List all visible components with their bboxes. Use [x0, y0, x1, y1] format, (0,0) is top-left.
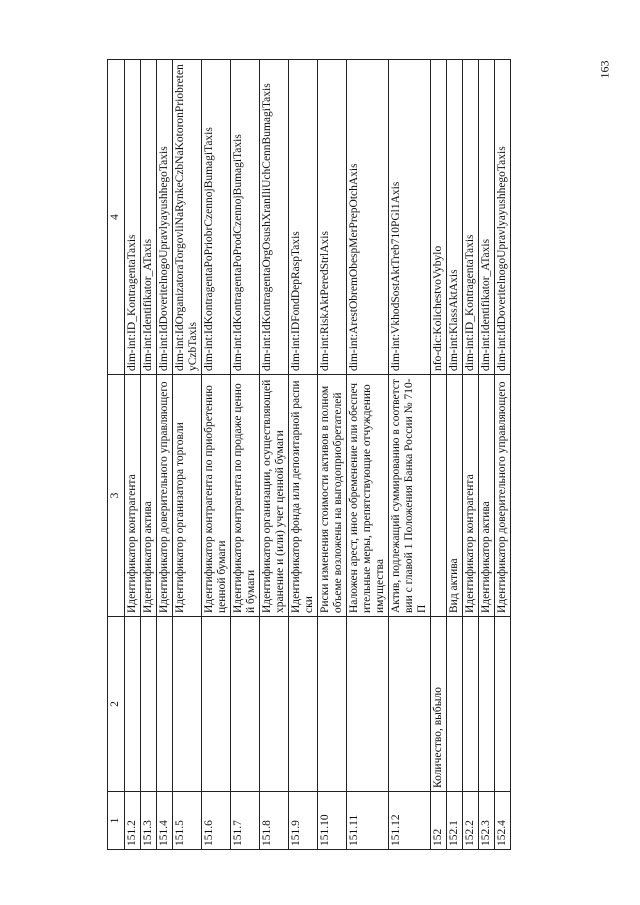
table-cell-col2	[202, 617, 231, 792]
table-cell-col2	[479, 617, 495, 792]
table-cell-col3: Вид актива	[447, 375, 463, 617]
table-cell-col1: 151.9	[289, 792, 318, 850]
table-row	[125, 60, 141, 850]
table-cell-col1: 152.1	[447, 792, 463, 850]
table-cell-col2	[289, 617, 318, 792]
table-row	[260, 60, 289, 850]
table-cell-col2	[463, 617, 479, 792]
table-cell-col2	[231, 617, 260, 792]
header-cell-4: 4	[108, 60, 125, 375]
table-cell-col1: 152.3	[479, 792, 495, 850]
table-cell-col4: dim-int:KlassAktAxis	[447, 60, 463, 375]
table-cell-col2	[318, 617, 347, 792]
table-row	[389, 60, 431, 850]
table-cell-col1: 151.5	[173, 792, 202, 850]
data-table	[107, 59, 511, 850]
table-cell-col2	[157, 617, 173, 792]
table-cell-col4: dim-int:ArestObremObespMerPrepOtchAxis	[347, 60, 389, 375]
table-row	[495, 60, 511, 850]
table-header-row	[108, 60, 125, 850]
table-cell-col1: 151.2	[125, 792, 141, 850]
table-row	[431, 60, 447, 850]
table-cell-col3: Идентификатор доверительного управляющего	[495, 375, 511, 617]
table-row	[463, 60, 479, 850]
table-cell-col2: Количество, выбыло	[431, 617, 447, 792]
table-cell-col3: Идентификатор фонда или депозитарной расписки	[289, 375, 318, 617]
table-cell-col1: 151.4	[157, 792, 173, 850]
table-cell-col4: dim-int:RiskAktPeredStrlAxis	[318, 60, 347, 375]
table-cell-col3: Актив, подлежащий суммированию в соответствии с главой 1 Положения Банка России № 710-П	[389, 375, 431, 617]
table-row	[479, 60, 495, 850]
table-cell-col3: Риски изменения стоимости активов в полном объеме возложены на выгодоприобретателей	[318, 375, 347, 617]
table-cell-col4: dim-int:IDFondDepRaspTaxis	[289, 60, 318, 375]
table-cell-col4: dim-int:IdKontragentaPoPriobrCzennojBumagiTaxis	[202, 60, 231, 375]
table-row	[141, 60, 157, 850]
header-cell-3: 3	[108, 375, 125, 617]
table-cell-col1: 151.3	[141, 792, 157, 850]
table-cell-col3: Идентификатор контрагента	[463, 375, 479, 617]
table-cell-col3	[431, 375, 447, 617]
table-body	[125, 60, 511, 850]
table-cell-col3: Наложен арест, иное обременение или обеспечительные меры, препятствующие отчуждению имущества	[347, 375, 389, 617]
table-cell-col1: 152	[431, 792, 447, 850]
table-cell-col3: Идентификатор контрагента по продаже ценной бумаги	[231, 375, 260, 617]
table-row	[157, 60, 173, 850]
table-cell-col1: 151.12	[389, 792, 431, 850]
table-cell-col2	[495, 617, 511, 792]
table-cell-col3: Идентификатор организатора торговли	[173, 375, 202, 617]
table-row	[289, 60, 318, 850]
table-row	[347, 60, 389, 850]
rotated-table-wrapper	[107, 60, 587, 850]
table-cell-col4: nfo-dic:KolichestvoVybylo	[431, 60, 447, 375]
table-cell-col4: dim-int:IdOrganizatoraTorgovliNaRynkeCzbNaKotoronPriobretenyCzbTaxis	[173, 60, 202, 375]
table-cell-col1: 151.7	[231, 792, 260, 850]
table-cell-col4: dim-int:Identifikator_ATaxis	[479, 60, 495, 375]
table-row	[318, 60, 347, 850]
table-cell-col2	[347, 617, 389, 792]
table-cell-col4: dim-int:IdKontragentaOrgOsushXranIliUchCennBumagiTaxis	[260, 60, 289, 375]
table-row	[173, 60, 202, 850]
table-row	[447, 60, 463, 850]
table-cell-col4: dim-int:IdDoveritelnogoUpravlyayushhegoTaxis	[157, 60, 173, 375]
table-cell-col1: 152.4	[495, 792, 511, 850]
table-cell-col4: dim-int:ID_KontragentaTaxis	[463, 60, 479, 375]
table-cell-col2	[141, 617, 157, 792]
table-cell-col4: dim-int:VkhodSostAktTreb710PGl1Axis	[389, 60, 431, 375]
table-cell-col3: Идентификатор актива	[479, 375, 495, 617]
table-cell-col3: Идентификатор контрагента	[125, 375, 141, 617]
table-cell-col1: 151.8	[260, 792, 289, 850]
table-cell-col4: dim-int:ID_KontragentaTaxis	[125, 60, 141, 375]
table-cell-col4: dim-int:IdDoveritelnogoUpravlyayushhegoTaxis	[495, 60, 511, 375]
table-cell-col3: Идентификатор доверительного управляющего	[157, 375, 173, 617]
table-cell-col1: 151.11	[347, 792, 389, 850]
table-cell-col1: 151.10	[318, 792, 347, 850]
table-cell-col2	[125, 617, 141, 792]
table-cell-col4: dim-int:Identifikator_ATaxis	[141, 60, 157, 375]
table-row	[231, 60, 260, 850]
header-cell-2: 2	[108, 617, 125, 792]
table-cell-col3: Идентификатор организации, осуществляющей хранение и (или) учет ценной бумаги	[260, 375, 289, 617]
table-cell-col1: 151.6	[202, 792, 231, 850]
page-number: 163	[597, 60, 612, 79]
header-cell-1: 1	[108, 792, 125, 850]
table-cell-col4: dim-int:IdKontragentaPoProdCzennojBumagiTaxis	[231, 60, 260, 375]
table-row	[202, 60, 231, 850]
table-cell-col2	[173, 617, 202, 792]
table-cell-col3: Идентификатор актива	[141, 375, 157, 617]
table-cell-col2	[260, 617, 289, 792]
table-cell-col2	[389, 617, 431, 792]
table-cell-col1: 152.2	[463, 792, 479, 850]
table-cell-col2	[447, 617, 463, 792]
table-cell-col3: Идентификатор контрагента по приобретению ценной бумаги	[202, 375, 231, 617]
